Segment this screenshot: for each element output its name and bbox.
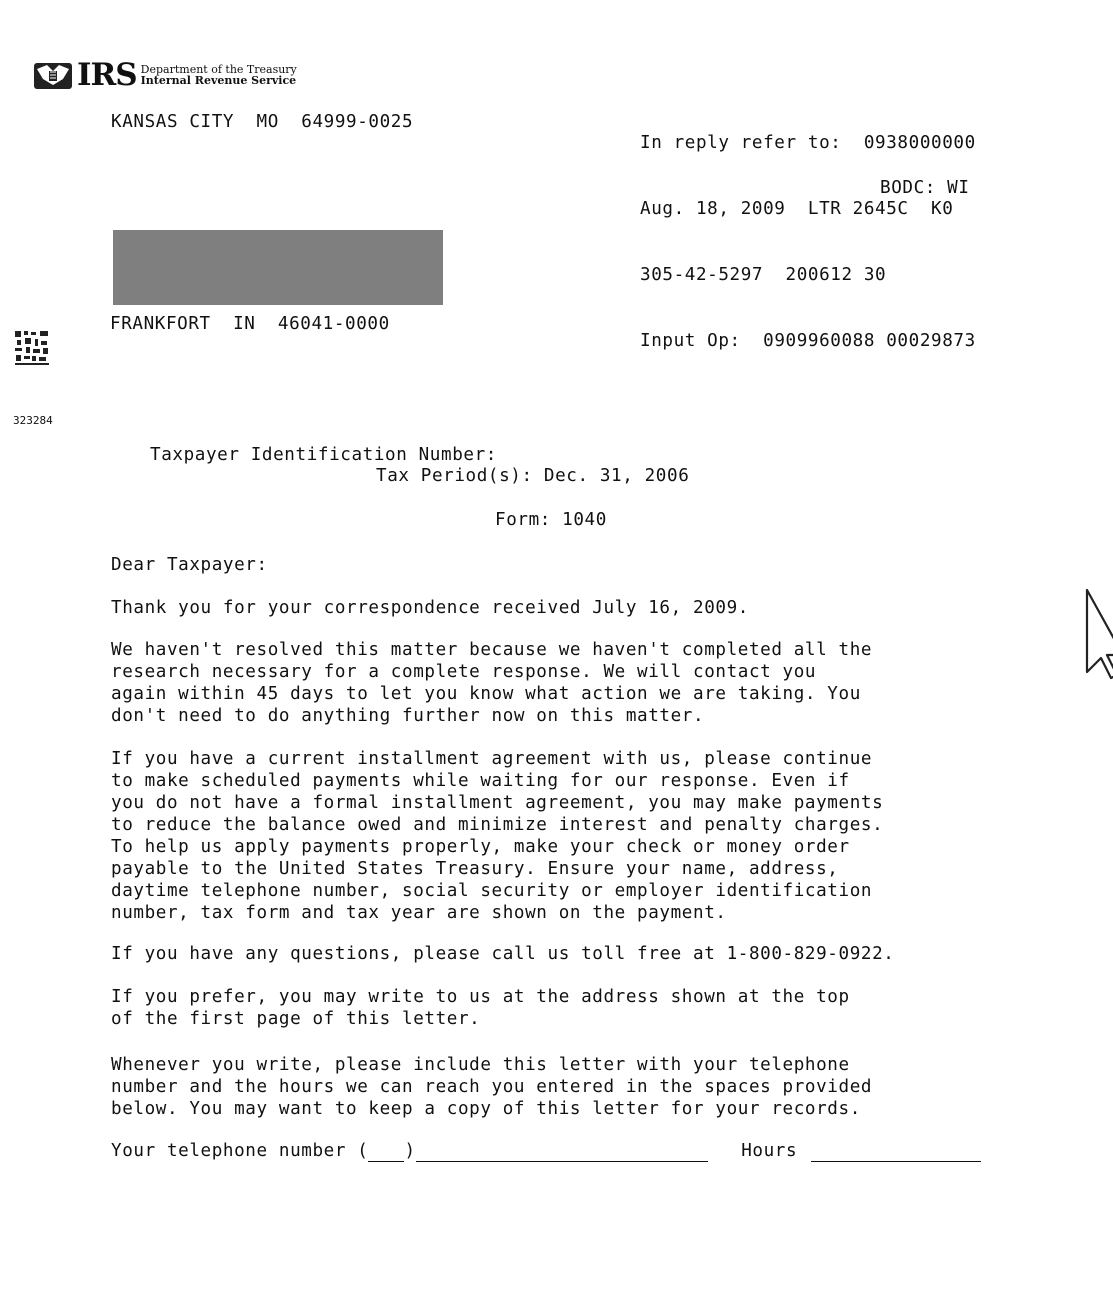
service-name: Internal Revenue Service [140, 74, 297, 87]
date-letter-line: Aug. 18, 2009 LTR 2645C K0 [640, 199, 954, 219]
form-number: Form: 1040 [495, 510, 607, 530]
paragraph-thanks: Thank you for your correspondence received July 16, 2009. [111, 598, 749, 618]
phone-close-paren: ) [404, 1141, 416, 1161]
irs-abbrev: IRS [77, 57, 137, 93]
recipient-city-line: FRANKFORT IN 46041-0000 [110, 314, 390, 334]
contact-fields-row [111, 1140, 981, 1162]
redacted-recipient-name [113, 230, 443, 305]
reference-block [640, 88, 976, 374]
paragraph-include: Whenever you write, please include this letter with your telephone number and the hours we can reach you entered in the spaces provided below. You may want to keep a copy of this letter for your records. [111, 1055, 873, 1119]
phone-label: Your telephone number ( [111, 1141, 369, 1161]
paragraph-payments: If you have a current installment agreement with us, please continue to make scheduled payments while waiting for our response. Even if you do not have a formal installment agreement, you may make payments to reduce the balance owed and minimize interest and penalty charges. To help us apply payments properly, make your check or money order payable to the United States Treasury. Ensure your name, address, daytime telephone number, social security or employer identification number, tax form and tax year are shown on the payment. [111, 749, 884, 923]
tax-period: Tax Period(s): Dec. 31, 2006 [376, 466, 690, 486]
paragraph-questions: If you have any questions, please call us toll free at 1-800-829-0922. [111, 944, 895, 964]
department-name: Department of the Treasury [140, 63, 297, 76]
paragraph-write: If you prefer, you may write to us at the address shown at the top of the first page of this letter. [111, 987, 850, 1029]
input-op-value: 0909960088 00029873 [763, 331, 976, 351]
reply-number: 0938000000 [863, 133, 976, 153]
ssn-period-line: 305-42-5297 200612 30 [640, 265, 887, 285]
bodc-code: BODC: WI [880, 178, 970, 198]
tin-label: Taxpayer Identification Number: [150, 445, 497, 465]
hours-label: Hours [741, 1141, 798, 1161]
irs-logo [33, 58, 297, 92]
hours-field[interactable] [811, 1143, 981, 1162]
reply-label: In reply refer to: [640, 133, 842, 153]
sender-address: KANSAS CITY MO 64999-0025 [111, 112, 414, 132]
irs-eagle-seal-icon [33, 59, 73, 91]
greeting: Dear Taxpayer: [111, 555, 268, 575]
barcode-icon [14, 330, 50, 368]
phone-number-field[interactable] [416, 1143, 708, 1162]
reply-refer-line [640, 132, 976, 154]
agency-name [141, 64, 297, 86]
input-op-label: Input Op: [640, 331, 741, 351]
area-code-field[interactable] [368, 1143, 404, 1162]
input-op-line [640, 330, 976, 352]
side-document-code: 323284 [13, 414, 53, 427]
paragraph-status: We haven't resolved this matter because we haven't completed all the research necessary for a complete response. We will contact you again within 45 days to let you know what action we are taking. You don't need to do anything further now on this matter. [111, 640, 873, 726]
mouse-cursor-icon [1085, 588, 1113, 680]
